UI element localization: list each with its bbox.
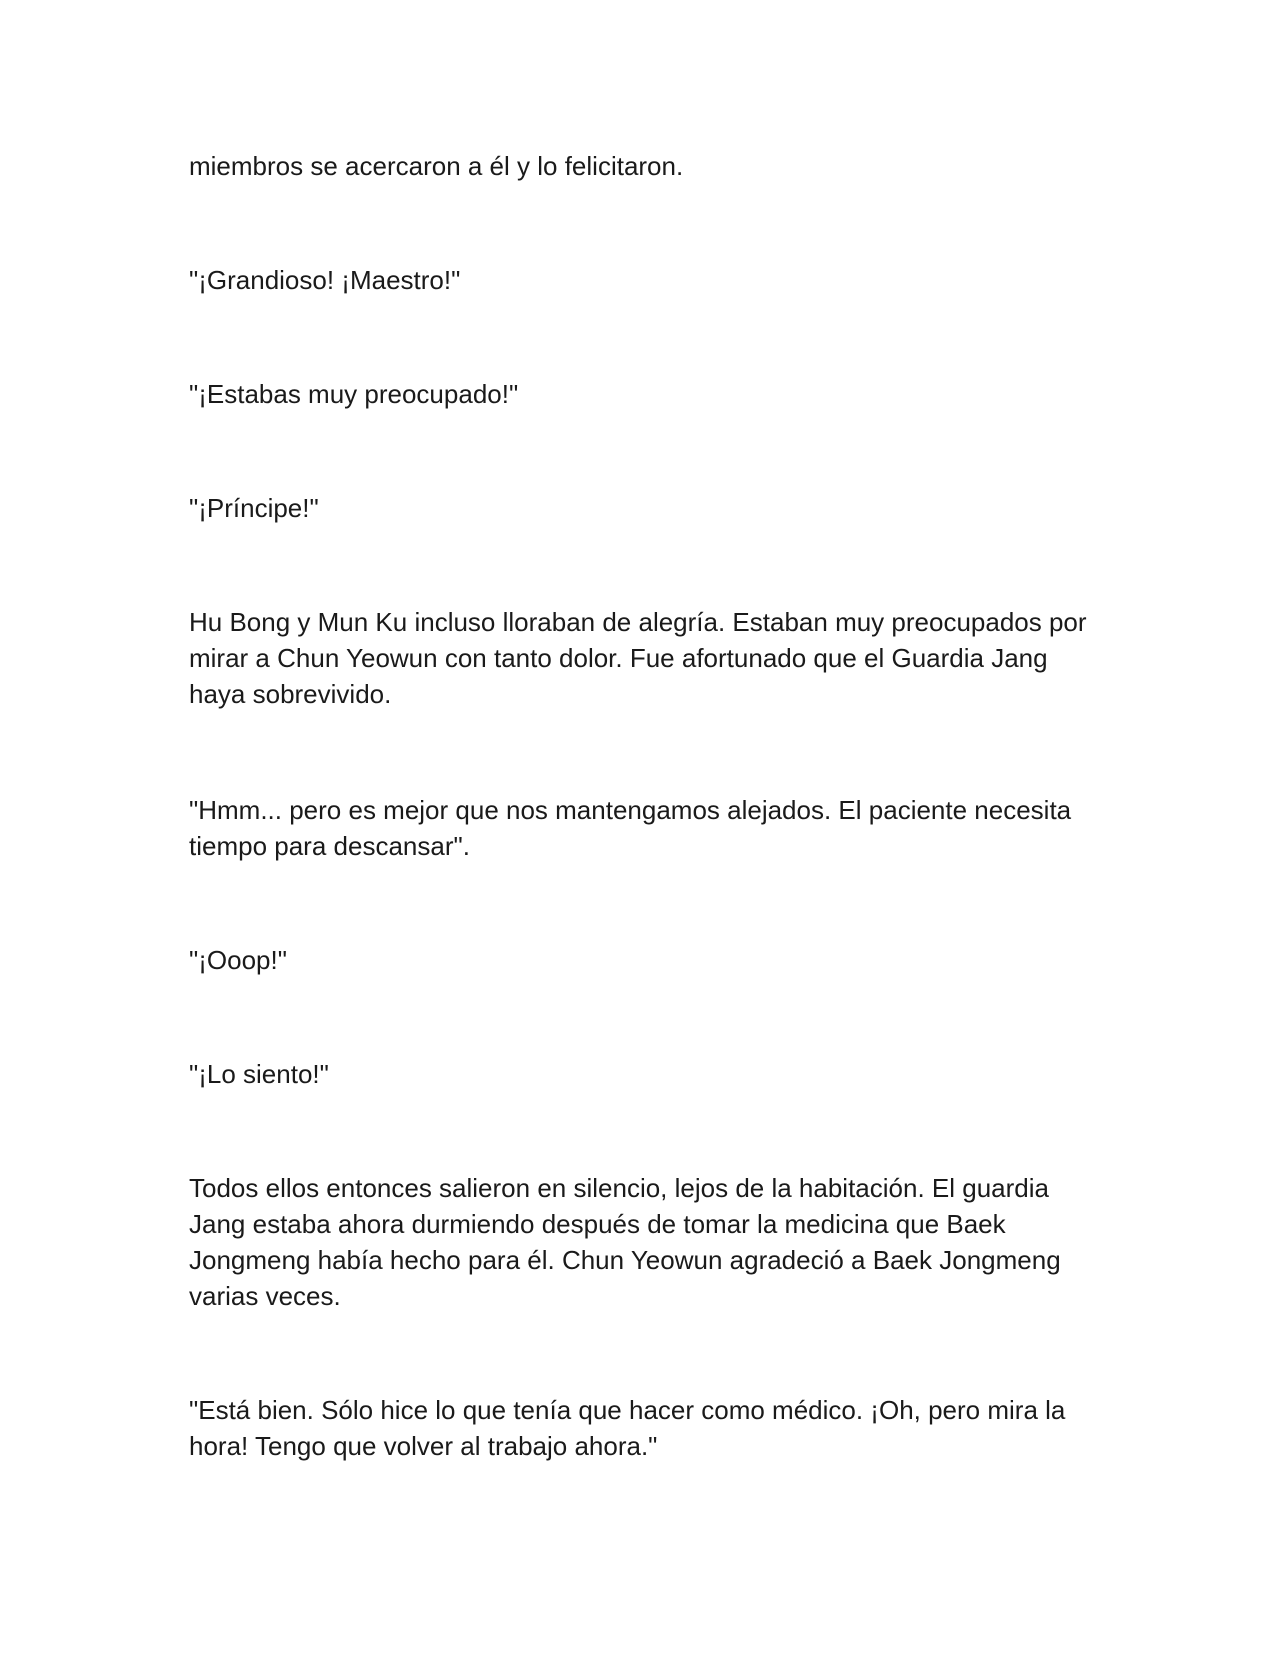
paragraph-4: "¡Príncipe!"	[189, 493, 319, 523]
paragraph-9: Todos ellos entonces salieron en silencio, lejos de la habitación. El guardia Jang estaba ahora durmiendo después de tomar la medicina que Baek Jongmeng había hecho para él. Chun Yeowun agradeció a Baek Jongmeng varias veces.	[189, 1173, 1061, 1311]
paragraph-6: "Hmm... pero es mejor que nos mantengamos alejados. El paciente necesita tiempo para descansar".	[189, 795, 1072, 861]
paragraph-8: "¡Lo siento!"	[189, 1059, 329, 1089]
paragraph-2: "¡Grandioso! ¡Maestro!"	[189, 265, 461, 295]
paragraph-3: "¡Estabas muy preocupado!"	[189, 379, 519, 409]
paragraph-7: "¡Ooop!"	[189, 945, 287, 975]
paragraph-10: "Está bien. Sólo hice lo que tenía que hacer como médico. ¡Oh, pero mira la hora! Tengo que volver al trabajo ahora."	[189, 1395, 1066, 1461]
paragraph-5: Hu Bong y Mun Ku incluso lloraban de alegría. Estaban muy preocupados por mirar a Chun Yeowun con tanto dolor. Fue afortunado que el Guardia Jang haya sobrevivido.	[189, 607, 1087, 709]
paragraph-1: miembros se acercaron a él y lo felicitaron.	[189, 151, 684, 181]
